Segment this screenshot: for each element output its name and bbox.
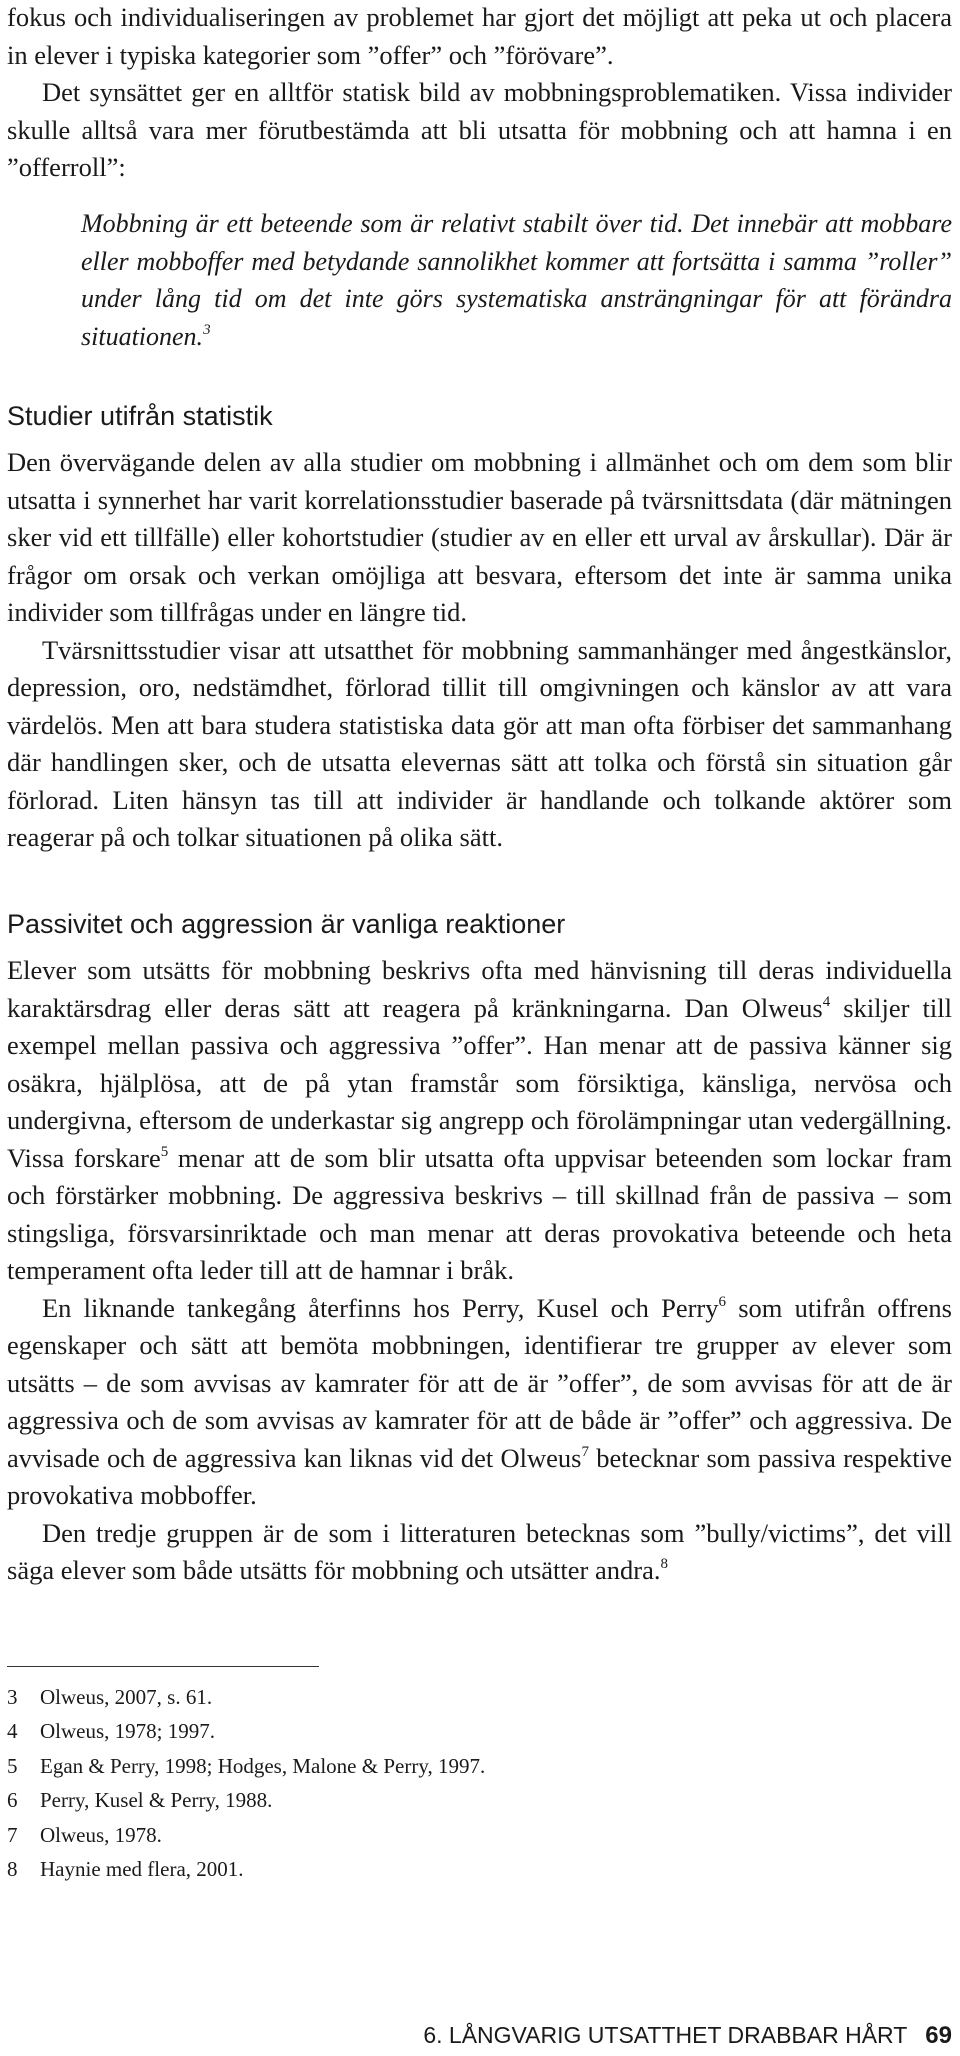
chapter-title: 6. LÅNGVARIG UTSATTHET DRABBAR HÅRT [423,2022,908,2048]
footnote-text: Olweus, 2007, s. 61. [40,1685,213,1709]
quote-text: Mobbning är ett beteende som är relativt stabilt över tid. Det innebär att mobbare eller mobboffer med betydande sannolikhet kommer att fortsätta i samma ”roller” under lång tid om det inte görs systematiska ansträngningar för att förändra situationen. [81,209,952,351]
footnote-item [7,1818,707,1852]
running-footer [423,2021,952,2050]
reactions-paragraph-2 [7,1290,952,1515]
reactions-p1-text-b: skiljer till exempel mellan passiva och aggressiva ”offer”. Han menar att de passiva känner sig osäkra, hjälplösa, att de på ytan framstår som försiktiga, känsliga, nervösa och undergivna, eftersom de underkastar sig angrepp och förolämpningar utan vedergällning. Vissa forskare [7,992,952,1173]
footnote-divider [7,1666,319,1667]
quote-block [7,205,952,355]
reactions-p2-text-c: betecknar som passiva respektive provokativa mobboffer. [7,1442,952,1510]
reactions-p3-text: Den tredje gruppen är de som i litteraturen betecknas som ”bully/victims”, det vill säga elever som både utsätts för mobbning och utsätter andra. [7,1517,952,1585]
footnote-number: 6 [7,1788,18,1813]
section-statistics [7,399,952,433]
footnote-item [7,1714,707,1748]
footnote-item [7,1852,707,1886]
footnote-ref-8: 8 [660,1556,668,1572]
statistics-paragraph-1: Den övervägande delen av alla studier om mobbning i allmänhet och om dem som blir utsatta i synnerhet har varit korrelationsstudier baserade på tvärsnittsdata (där mätningen sker vid ett tillfälle) eller kohortstudier (studier av en eller ett urval av årskullar). Där är frågor om orsak och verkan omöjliga att besvara, eftersom det inte är samma unika individer som tillfrågas under en längre tid. [7,447,952,627]
footnote-item [7,1783,707,1817]
intro-paragraph-2: Det synsättet ger en alltför statisk bild av mobbningsproblematiken. Vissa individer skulle alltså vara mer förutbestämda att bli utsatta för mobbning och att hamna i en ”offerroll”: [7,77,952,182]
footnote-text: Egan & Perry, 1998; Hodges, Malone & Perry, 1997. [40,1753,486,1778]
footnote-number: 4 [7,1719,18,1744]
footnote-list [7,1680,707,1886]
section-heading-statistics: Studier utifrån statistik [7,401,273,431]
reactions-p2-text-b: som utifrån offrens egenskaper och sätt att bemöta mobbningen, identifierar tre grupper av elever som utsätts – de som avvisas av kamrater för att de är ”offer”, de som avvisas för att de är aggressiva och de som avvisas av kamrater för att de både är ”offer” och aggressiva. De avvisade och de aggressiva kan liknas vid det Olweus [7,1292,952,1473]
footnote-number: 7 [7,1822,18,1847]
reactions-paragraph-3 [7,1515,952,1590]
statistics-paragraph-2: Tvärsnittsstudier visar att utsatthet för mobbning sammanhänger med ångestkänslor, depression, oro, nedstämdhet, förlorad tillit till omgivningen och känslor av att vara värdelös. Men att bara studera statistiska data gör att man ofta förbiser det sammanhang där handlingen sker, och de utsatta elevernas sätt att tolka och förstå sin situation går förlorad. Liten hänsyn tas till att individer är handlande och tolkande aktörer som reagerar på och tolkar situationen på olika sätt. [7,634,952,852]
section-heading-reactions: Passivitet och aggression är vanliga reaktioner [7,909,566,939]
footnote-number: 3 [7,1685,18,1709]
reactions-p2-text-a: En liknande tankegång återfinns hos Perry, Kusel och Perry [42,1292,719,1323]
footnote-ref-6: 6 [718,1293,727,1310]
footnote-ref-4: 4 [822,993,831,1010]
footnote-ref-3: 3 [203,321,211,338]
reactions-paragraph-1 [7,952,952,1290]
reactions-p1-text-c: menar att de som blir utsatta ofta uppvisar beteenden som lockar fram och förstärker mobbning. De aggressiva beskrivs – till skillnad från de passiva – som stingsliga, försvarsinriktade och man menar att deras provokativa beteende och heta temperament ofta leder till att de hamnar i bråk. [7,1142,952,1285]
footnote-text: Perry, Kusel & Perry, 1988. [40,1788,273,1813]
intro-paragraph-1: fokus och individualiseringen av problemet har gjort det möjligt att peka ut och placera in elever i typiska kategorier som ”offer” och ”förövare”. [7,2,952,70]
section-reactions-body [7,952,952,1590]
footnote-item [7,1680,707,1714]
footnote-item [7,1749,707,1783]
footnote-number: 8 [7,1857,18,1882]
intro-block [7,0,952,187]
reactions-p1-text-a: Elever som utsätts för mobbning beskrivs ofta med hänvisning till deras individuella karaktärsdrag eller deras sätt att reagera på kränkningarna. Dan Olweus [7,955,952,1023]
footnote-ref-5: 5 [160,1143,169,1160]
footnote-ref-7: 7 [581,1443,589,1460]
footnote-text: Olweus, 1978. [40,1822,162,1847]
page-number: 69 [925,2022,952,2049]
footnote-number: 5 [7,1753,18,1778]
block-quote [81,205,952,355]
footnote-text: Haynie med flera, 2001. [40,1857,244,1882]
footnote-text: Olweus, 1978; 1997. [40,1719,215,1744]
section-reactions [7,907,952,941]
section-statistics-body [7,444,952,857]
